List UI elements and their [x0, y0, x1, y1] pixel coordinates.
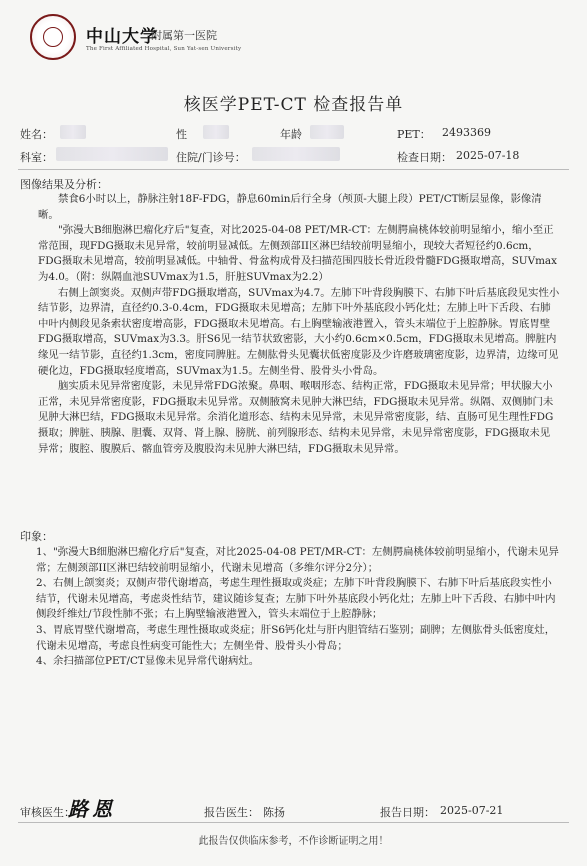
- redacted-sex: [203, 125, 229, 139]
- reviewer-signature: 路恩: [68, 797, 116, 821]
- impression-item: 4、余扫描部位PET/CT显像未见异常代谢病灶。: [36, 655, 260, 668]
- sex-label: 性: [176, 128, 187, 141]
- redacted-admission-number: [252, 147, 340, 161]
- impression-body: [36, 545, 562, 670]
- report-date: 2025-07-21: [440, 804, 504, 817]
- exam-date: 2025-07-18: [456, 149, 520, 162]
- pet-label: PET：: [397, 128, 431, 141]
- reporter-name: 陈扬: [263, 806, 285, 819]
- hospital-subname: 附属第一医院: [151, 29, 217, 42]
- exam-date-label: 检查日期：: [397, 151, 452, 164]
- findings-label: 图像结果及分析：: [20, 178, 108, 191]
- redacted-name: [60, 125, 86, 139]
- redacted-dept: [56, 147, 168, 161]
- impression-label: 印象：: [20, 530, 53, 543]
- name-label: 姓名：: [20, 128, 53, 141]
- pet-number: 2493369: [442, 126, 491, 139]
- findings-body: [38, 192, 560, 457]
- findings-paragraph: 禁食6小时以上，静脉注射18F-FDG，静息60min后行全身（颅顶-大腿上段）PET/CT断层显像，影像清晰。: [38, 193, 542, 221]
- admission-label: 住院/门诊号：: [176, 151, 246, 164]
- findings-paragraph: 右侧上颌窦炎。双侧声带FDG摄取增高，SUVmax为4.7。左肺下叶背段胸膜下、右肺下叶后基底段见实性小结节影，边界清，直径约0.3-0.4cm，FDG摄取未见增高；左肺下叶外基底段小钙化灶；左肺上叶下舌段、右肺中叶内侧段见条索状密度增高影，FDG摄取未见增高。右上胸壁输液港置入，管头末端位于上腔静脉。胃底胃壁FDG摄取增高，SUVmax为3.3。肝S6见一结节状致密影，大小约0.6cm×0.5cm，FDG摄取未见增高。脾脏内缘见一结节影，直径约1.3cm，密度同脾脏。左侧肱骨头见囊状低密度影及少许磨玻璃密度影，边界清，边缘可见硬化边，FDG摄取轻度增高，SUVmax为1.5。左侧坐骨、股骨头小骨岛。: [38, 286, 560, 377]
- info-divider: [18, 169, 569, 170]
- impression-item: 3、胃底胃壁代谢增高，考虑生理性摄取或炎症；肝S6钙化灶与肝内胆管结石鉴别；副脾；左侧肱骨头低密度灶，代谢未见增高，考虑良性病变可能性大；左侧坐骨、股骨头小骨岛；: [36, 623, 556, 652]
- hospital-header: [30, 10, 570, 80]
- redacted-age: [310, 125, 344, 139]
- reporter-label: 报告医生：: [204, 806, 259, 819]
- findings-paragraph: "弥漫大B细胞淋巴瘤化疗后"复查，对比2025-04-08 PET/MR-CT：左侧腭扁桃体较前明显缩小，缩小至正常范围，现FDG摄取未见异常，较前明显减低。左侧颈部II区淋巴结较前明显缩小，现较大者短径约0.6cm，FDG摄取未见增高，较前明显减低。中轴骨、骨盆构成骨及扫描范围四肢长骨近段骨髓FDG摄取增高，SUVmax为4.0。（附：纵隔血池SUVmax为1.5，肝脏SUVmax为2.2）: [38, 224, 557, 283]
- hospital-english-name: The First Affiliated Hospital, Sun Yat-sen University: [86, 46, 242, 52]
- impression-item: 1、"弥漫大B细胞淋巴瘤化疗后"复查，对比2025-04-08 PET/MR-CT：左侧腭扁桃体较前明显缩小，代谢未见异常；左侧颈部II区淋巴结较前明显缩小，代谢未见增高（多维尔评分2分）；: [36, 546, 559, 574]
- reviewer-label: 审核医生：: [20, 806, 75, 819]
- findings-paragraph: 脑实质未见异常密度影，未见异常FDG浓聚。鼻咽、喉咽形态、结构正常，FDG摄取未见异常；甲状腺大小正常，未见异常密度影，FDG摄取未见异常。双侧腋窝未见肿大淋巴结，FDG摄取未见异常。纵隔、双侧肺门未见肿大淋巴结，FDG摄取未见异常。余消化道形态、结构未见异常，未见异常密度影，结、直肠可见生理性FDG摄取；脾脏、胰腺、胆囊、双肾、肾上腺、膀胱、前列腺形态、结构未见异常，未见异常密度影，FDG摄取未见异常；腹腔、腹膜后、髂血管旁及腹股沟未见肿大淋巴结，FDG摄取未见异常。: [38, 380, 554, 455]
- footer-divider: [18, 822, 569, 823]
- report-date-label: 报告日期：: [380, 806, 435, 819]
- report-title: 核医学PET-CT 检查报告单: [183, 95, 404, 115]
- hospital-name: 中山大学: [86, 27, 158, 47]
- hospital-logo: [30, 14, 76, 60]
- dept-label: 科室：: [20, 151, 53, 164]
- age-label: 年龄: [280, 128, 302, 141]
- impression-item: 2、右侧上颌窦炎；双侧声带代谢增高，考虑生理性摄取或炎症；左肺下叶背段胸膜下、右肺下叶后基底段实性小结节，代谢未见增高，考虑炎性结节，建议随诊复查；左肺下叶外基底段小钙化灶；左肺上叶下舌段、右肺中叶内侧段纤维灶/节段性肺不张；右上胸壁输液港置入，管头末端位于上腔静脉；: [36, 577, 556, 621]
- disclaimer: 此报告仅供临床参考，不作诊断证明之用！: [198, 836, 389, 847]
